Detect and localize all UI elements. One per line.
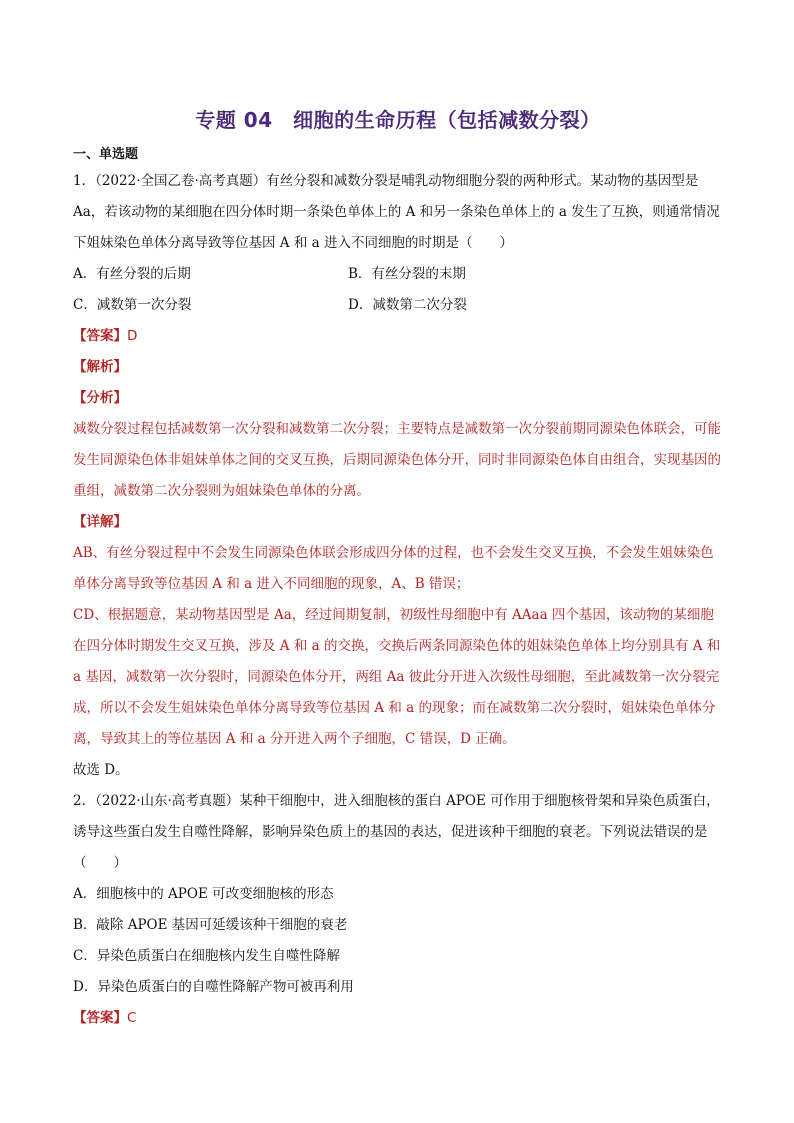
question-2-option-d: D．异染色质蛋白的自噬性降解产物可被再利用 — [73, 979, 354, 995]
question-1-stem: 1．（2022·全国乙卷·高考真题）有丝分裂和减数分裂是哺乳动物细胞分裂的两种形式。某动物的基因型是Aa，若该动物的某细胞在四分体时期一条染色单体上的 A 和另一条染色单体上的 a 发生了互换，则通常情况下姐妹染色单体分离导致等位基因 A 和 a 进入不同细胞的时期是（ ） — [73, 173, 720, 251]
detail-ab: AB、有丝分裂过程中不会发生同源染色体联会形成四分体的过程，也不会发生交叉互换，不会发生姐妹染色单体分离导致等位基因 A 和 a 进入不同细胞的现象，A、B 错误； — [73, 545, 714, 592]
question-1 — [73, 166, 723, 786]
detail-cd: CD、根据题意，某动物基因型是 Aa，经过间期复制，初级性母细胞中有 AAaa 四个基因，该动物的某细胞在四分体时期发生交叉互换，涉及 A 和 a 的交换，交换后两条同源染色体的姐妹染色单体上均分别具有 A 和 a 基因，减数第一次分裂时，同源染色体分开，两组 Aa 彼此分开进入次级性母细胞，至此减数第一次分裂完成，所以不会发生姐妹染色单体分离导致等位基因 A 和 a 的现象；而在减数第二次分裂时，姐妹染色单体分离，导致其上的等位基因 A 和 a 分开进入两个子细胞，C 错误，D 正确。 — [73, 607, 721, 747]
question-1-option-a: A．有丝分裂的后期 — [73, 266, 191, 282]
question-1-option-d: D．减数第二次分裂 — [348, 297, 467, 313]
answer-value: C — [127, 1010, 137, 1026]
conclusion: 故选 D。 — [73, 762, 129, 778]
question-2-option-c: C．异染色质蛋白在细胞核内发生自噬性降解 — [73, 948, 340, 964]
question-2-option-a: A．细胞核中的 APOE 可改变细胞核的形态 — [73, 886, 334, 902]
document-page — [73, 100, 723, 1034]
fenxi-label: 【分析】 — [73, 390, 127, 406]
question-1-option-c: C．减数第一次分裂 — [73, 297, 192, 313]
question-2 — [73, 786, 723, 1034]
question-2-stem: 2．（2022·山东·高考真题）某种干细胞中，进入细胞核的蛋白 APOE 可作用于细胞核骨架和异染色质蛋白，诱导这些蛋白发生自噬性降解，影响异染色质上的基因的表达，促进该种干细胞的衰老。下列说法错误的是（ ） — [73, 793, 720, 871]
answer-value: D — [127, 328, 138, 344]
answer-label: 【答案】 — [73, 328, 127, 344]
answer-label: 【答案】 — [73, 1010, 127, 1026]
page-title: 专题 04 细胞的生命历程（包括减数分裂） — [195, 108, 601, 132]
question-1-answer — [73, 321, 723, 352]
question-1-options — [73, 259, 723, 321]
detail-label: 【详解】 — [73, 514, 127, 530]
question-2-answer — [73, 1003, 723, 1034]
section-heading: 一、单选题 — [73, 147, 139, 162]
analysis-label: 【解析】 — [73, 359, 127, 375]
fenxi-text: 减数分裂过程包括减数第一次分裂和减数第二次分裂；主要特点是减数第一次分裂前期同源染色体联会，可能发生同源染色体非姐妹单体之间的交叉互换，后期同源染色体分开，同时非同源染色体自由组合，实现基因的重组，减数第二次分裂则为姐妹染色单体的分离。 — [73, 421, 721, 499]
question-1-option-b: B．有丝分裂的末期 — [348, 266, 466, 282]
question-2-option-b: B．敲除 APOE 基因可延缓该种干细胞的衰老 — [73, 917, 348, 933]
